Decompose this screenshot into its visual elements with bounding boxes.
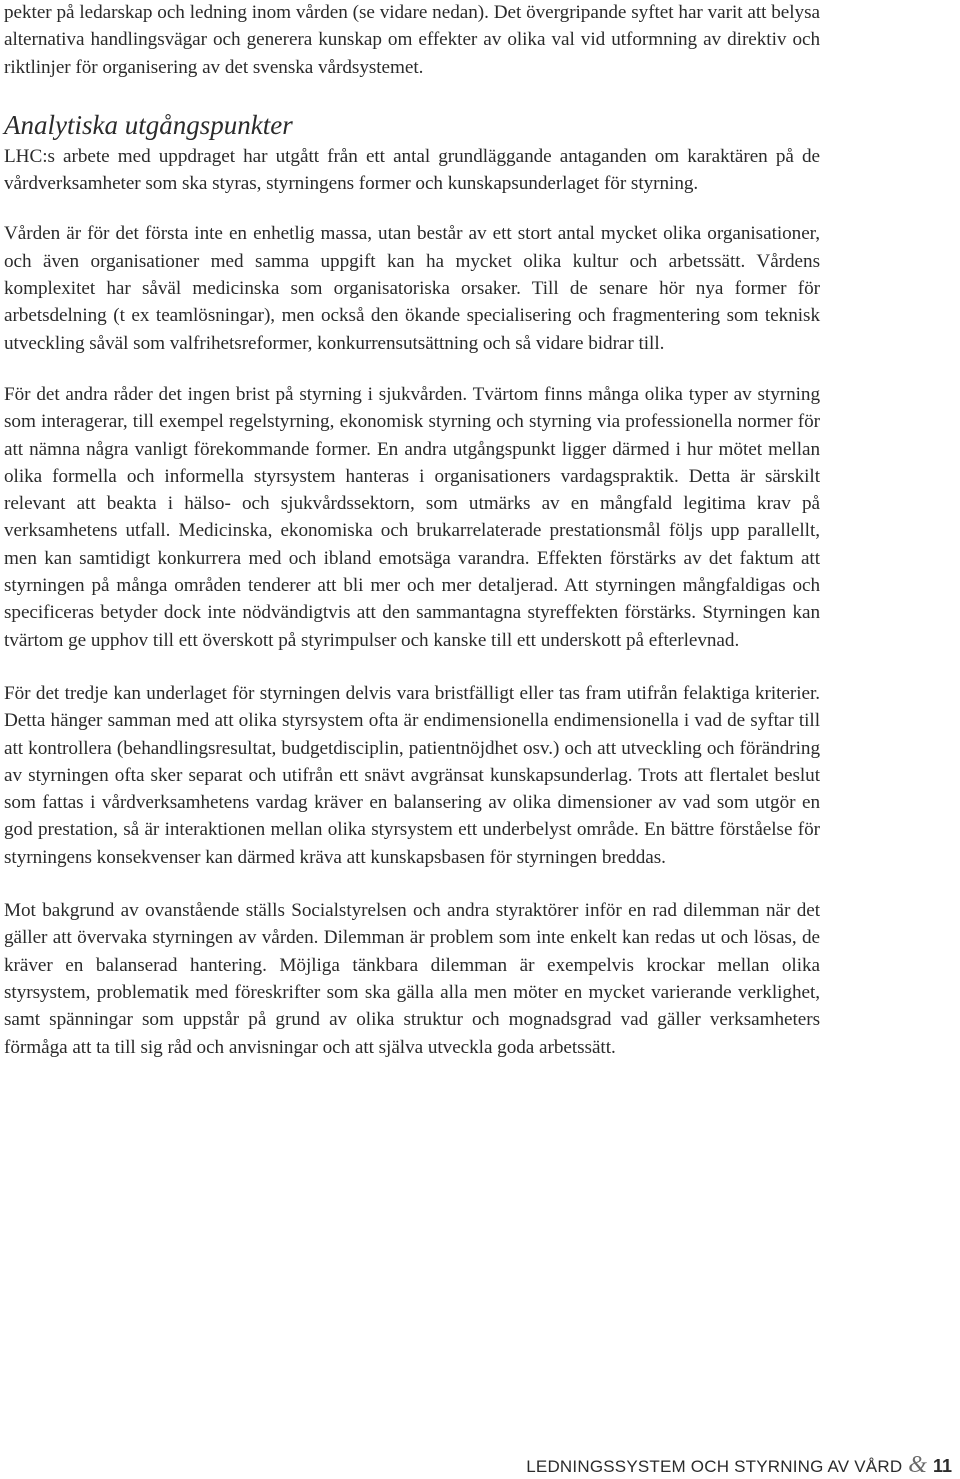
body-paragraph-5: Mot bakgrund av ovanstående ställs Socialstyrelsen och andra styraktörer inför en rad dilemman när det gäller att övervaka styrningen av vården. Dilemman är problem som inte enkelt kan redas ut och lösas, de kräver en balanserad hantering. Möjliga tänkbara dilemman är exempelvis krockar mellan olika styrsystem, problematik med föreskrifter som ska gälla alla men möter en mycket varierande verklighet, samt spänningar som uppstår på grund av olika struktur och mognadsgrad vad gäller verksamheters förmåga att ta till sig råd och anvisningar och att själva utveckla goda arbetssätt.	[4, 900, 820, 1058]
ampersand-glyph: &	[908, 1452, 927, 1478]
body-paragraph-3: För det andra råder det ingen brist på styrning i sjukvården. Tvärtom finns många olika typer av styrning som interagerar, till exempel regelstyrning, ekonomisk styrning och styrning via professionella normer för att nämna några vanligt förekommande former. En andra utgångspunkt ligger därmed i hur mötet mellan olika formella och informella styrsystem hanteras i organisationers vardagspraktik. Detta är särskilt relevant att beakta i hälso- och sjukvårdssektorn, som utmärks av en mångfald legitima krav på verksamhetens utfall. Medicinska, ekonomiska och brukarrelaterade prestationsmål följs upp parallellt, men kan samtidigt konkurrera med och ibland emotsäga varandra. Effekten förstärks av det faktum att styrningen på många områden tenderer att bli mer och mer detaljerad. Att styrningen mångfaldigas och specificeras betyder dock inte nödvändigtvis att den sammantagna styreffekten förstärks. Styrningen kan tvärtom ge upphov till ett överskott på styrimpulser och kanske till ett underskott på efterlevnad.	[4, 383, 820, 651]
document-body	[4, 0, 820, 1061]
running-title: LEDNINGSSYSTEM OCH STYRNING AV VÅRD	[526, 1457, 903, 1476]
page-number: 11	[932, 1456, 952, 1476]
intro-paragraph: pekter på ledarskap och ledning inom vården (se vidare nedan). Det övergripande syftet har varit att belysa alternativa handlingsvägar och generera kunskap om effekter av olika val vid utformning av direktiv och riktlinjer för organisering av det svenska vårdsystemet.	[4, 2, 820, 78]
section-heading: Analytiska utgångspunkter	[4, 109, 293, 140]
body-paragraph-4: För det tredje kan underlaget för styrningen delvis vara bristfälligt eller tas fram utifrån felaktiga kriterier. Detta hänger samman med att olika styrsystem ofta är endimensionella endimensionella i vad de syftar till att kontrollera (behandlingsresultat, budgetdisciplin, patientnöjdhet osv.) och att utveckling och förändring av styrningen ofta sker separat och utifrån ett snävt avgränsat kunskapsunderlag. Trots att flertalet beslut som fattas i vårdverksamhetens vardag kräver en balansering av olika dimensioner av vad som utgör en god prestation, så är interaktionen mellan olika styrsystem ett underbelyst område. En bättre förståelse för styrningens konsekvenser kan därmed kräva att kunskapsbasen för styrningen breddas.	[4, 682, 820, 868]
page-footer	[526, 1452, 952, 1479]
body-paragraph-2: Vården är för det första inte en enhetlig massa, utan består av ett stort antal mycket olika organisationer, och även organisationer med samma uppgift kan ha mycket olika kultur och arbetssätt. Vårdens komplexitet har såväl medicinska som organisatoriska orsaker. Till de senare hör nya former för arbetsdelning (t ex teamlösningar), men också den ökande specialisering och fragmentering som teknisk utveckling såväl som valfrihetsreformer, konkurrensutsättning och så vidare bidrar till.	[4, 223, 820, 354]
body-paragraph-1: LHC:s arbete med uppdraget har utgått från ett antal grundläggande antaganden om karaktären på de vårdverksamheter som ska styras, styrningens former och kunskapsunderlaget för styrning.	[4, 145, 820, 195]
